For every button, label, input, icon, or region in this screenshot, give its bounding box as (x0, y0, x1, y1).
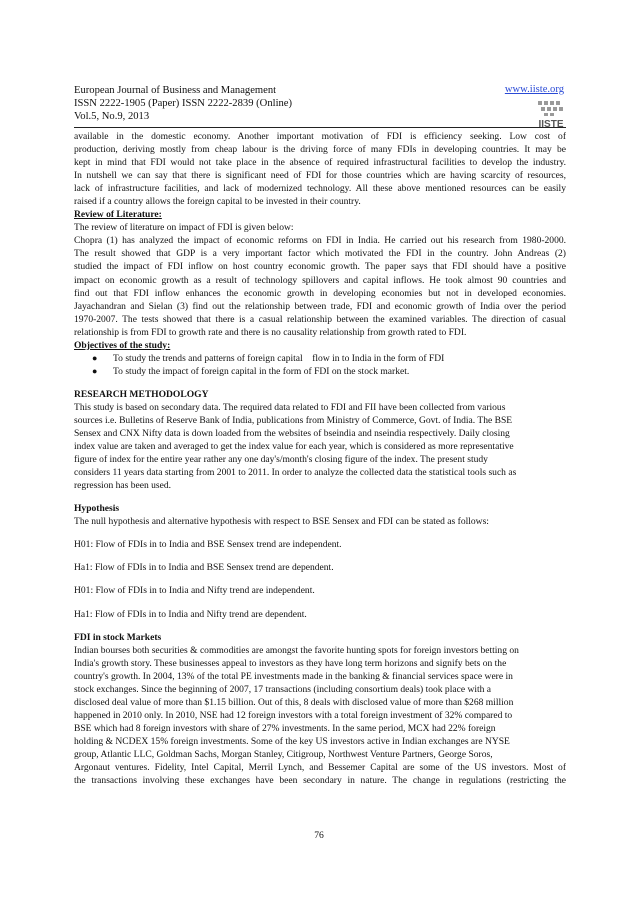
hypothesis-heading: Hypothesis (74, 503, 120, 515)
text-line: In nutshell we can say that there is significant need of FDI for those countries which are having scarcity of resources, (74, 170, 566, 182)
objectives-heading: Objectives of the study: (74, 339, 171, 351)
text-line: happened in 2010 only. In 2010, NSE had 12 foreign investors with a total foreign investment of 32% compared to (74, 709, 513, 721)
methodology-heading: RESEARCH METHODOLOGY (74, 388, 209, 400)
text-line: Argonaut ventures. Fidelity, Intel Capital, Merril Lynch, and Bessemer Capital are some of the US investors. Most of (74, 762, 566, 774)
text-line: BSE which had 8 foreign investors with share of 27% investments. In the same period, MCX had 22% foreign (74, 722, 496, 734)
list-item: ● To study the trends and patterns of foreign capital flow in to India in the form of FDI (92, 352, 445, 364)
header-rule (74, 127, 566, 128)
bullet-icon: ● (92, 365, 98, 376)
text-line: index value are taken and averaged to get the index value for each year, which is considered as more representative (74, 441, 514, 453)
text-line: Indian bourses both securities & commodities are amongst the favorite hunting spots for foreign investors betting on (74, 644, 519, 656)
text-line: The review of literature on impact of FDI is given below: (74, 222, 294, 234)
text-line: considers 11 years data starting from 2001 to 2011. In order to analyze the collected data the statistical tools such as (74, 467, 517, 479)
journal-title: European Journal of Business and Management (74, 85, 277, 96)
page-number: 76 (314, 830, 324, 841)
text-line: available in the domestic economy. Another important motivation of FDI is efficiency seeking. Low cost of (74, 131, 566, 142)
text-line: the transactions involving these exchanges have been secondary in nature. The change in regulations (restricting the (74, 775, 566, 787)
text-line: impact on economic growth as a result of technology spillovers and capital inflows. He took almost 90 countries and (74, 274, 566, 286)
hypothesis-item: Ha1: Flow of FDIs in to India and Nifty trend are dependent. (74, 608, 307, 620)
text-line: regression has been used. (74, 480, 172, 492)
text-line: The result showed that GDP is a very important factor which motivated the FDI in the country. John Andreas (2) (74, 248, 566, 260)
bullet-icon: ● (92, 352, 98, 363)
volume-line: Vol.5, No.9, 2013 (74, 111, 150, 122)
issn-line: ISSN 2222-1905 (Paper) ISSN 2222-2839 (Online) (74, 98, 293, 109)
text-line: country's growth. In 2004, 13% of the total PE investments made in the banking & financial services space were in (74, 670, 513, 682)
text-line: This study is based on secondary data. The required data related to FDI and FII have been collected from various (74, 401, 506, 413)
text-line: holding & NCDEX 15% foreign investments. Some of the key US investors active in Indian exchanges are NYSE (74, 735, 510, 747)
list-item: ● To study the impact of foreign capital in the form of FDI on the stock market. (92, 365, 410, 377)
text-line: studied the impact of FDI inflow on host country economic growth. The paper says that FDI should have a positive (74, 261, 566, 273)
text-line: Chopra (1) has analyzed the impact of economic reforms on FDI in India. He carried out his research from 1980-2000. (74, 235, 566, 247)
text-line: stock exchanges. Since the beginning of 2007, 17 transactions (including consortium deals) took place with a (74, 683, 492, 695)
fdi-markets-heading: FDI in stock Markets (74, 631, 162, 643)
article-body (74, 130, 566, 787)
hypothesis-item: H01: Flow of FDIs in to India and BSE Sensex trend are independent. (74, 539, 342, 551)
text-line: group, Atlantic LLC, Goldman Sachs, Morgan Stanley, Citigroup, Northwest Venture Partners, George Soros, (74, 748, 493, 760)
text-line: The null hypothesis and alternative hypothesis with respect to BSE Sensex and FDI can be stated as follows: (74, 516, 489, 528)
text-line: find out that FDI inflow enhances the economic growth in developing economies but not in developed economies. (74, 287, 566, 299)
text-line: Sensex and CNX Nifty data is down loaded from the websites of bseindia and nseindia respectively. Daily closing (74, 428, 510, 440)
text-line: production, deriving mostly from cheap labour is the driving force of many FDIs in developing countries. It may be (74, 144, 566, 156)
website-link[interactable]: www.iiste.org (504, 84, 564, 95)
text-line: Jayachandran and Sielan (3) find out the relationship between trade, FDI and economic growth of India over the period (74, 300, 566, 312)
hypothesis-item: Ha1: Flow of FDIs in to India and BSE Sensex trend are dependent. (74, 562, 334, 574)
review-heading: Review of Literature: (74, 209, 162, 221)
text-line: sources i.e. Bulletins of Reserve Bank of India, publications from Ministry of Commerce, Govt. of India. The BSE (74, 414, 513, 426)
text-line: India's growth story. These businesses appeal to investors as they have long term horizons and signify bets on the (74, 657, 507, 669)
text-line: kept in mind that FDI would not take place in the absence of required infrastructural facilities to develop the industry. (74, 157, 566, 169)
hypothesis-item: H01: Flow of FDIs in to India and Nifty trend are independent. (74, 585, 315, 597)
logo-lettering: IISTE (538, 119, 564, 130)
text-line: raised if a country allows the foreign capital to be invested in their country. (74, 196, 361, 208)
text-line: 1970-2007. The tests showed that there is a casual relationship between the examined variables. The direction of casual (74, 313, 566, 325)
text-line: relationship is from FDI to growth rate and there is no causality relationship from growth rated to FDI. (74, 326, 467, 338)
text-line: disclosed deal value of more than $1.15 billion. Out of this, 8 deals with disclosed value of more than $268 million (74, 696, 514, 708)
text-line: lack of infrastructure facilities, and lack of modernized technology. All these above mentioned resources can be easily (74, 183, 566, 195)
text-line: figure of index for the entire year rather any one day's/month's closing figure of the index. The present study (74, 454, 488, 466)
